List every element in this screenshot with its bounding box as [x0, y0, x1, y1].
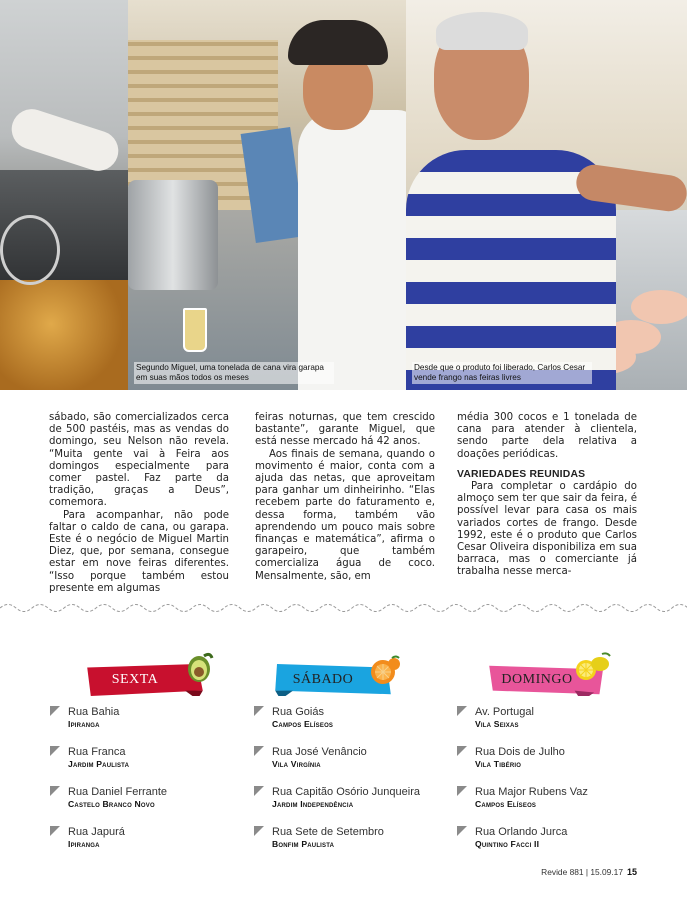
photo-strip	[0, 0, 687, 390]
list-item	[457, 746, 647, 786]
neighborhood-name: Campos Elíseos	[272, 719, 334, 729]
issue-info: Revide 881 | 15.09.17	[541, 867, 623, 877]
list-item	[457, 786, 647, 826]
day-label: DOMINGO	[501, 672, 573, 687]
street-name: Rua Sete de Setembro	[272, 826, 384, 838]
neighborhood-name: Vila Seixas	[475, 719, 519, 729]
list-item	[50, 706, 240, 746]
photo-carlos-chicken	[406, 0, 687, 390]
photo-miguel-sugarcane	[128, 0, 406, 390]
triangle-bullet-icon	[50, 786, 60, 796]
photo-caption-miguel: Segundo Miguel, uma tonelada de cana vira garapa em suas mãos todos os meses	[134, 362, 334, 384]
article-paragraph: sábado, são comercializados cerca de 500 pastéis, mas as vendas do domingo, seu Nelson não revela. “Muita gente vai à Feira aos domingos especialmente para comer pastel. Faz parte da tradição, graças a Deus”, comemora.	[49, 412, 229, 509]
street-name: Rua Japurá	[68, 826, 125, 838]
article-paragraph: Para completar o cardápio do almoço sem ter que sair da feira, é possível levar para casa os mais variados cortes de frango. Desde 1992, este é o produto que Carlos Cesar Oliveira disponibiliza em sua barraca, mas o comerciante já trabalha nesse merca-	[457, 481, 637, 578]
neighborhood-name: Campos Elíseos	[475, 799, 537, 809]
neighborhood-name: Bonfim Paulista	[272, 839, 335, 849]
list-item	[254, 746, 444, 786]
neighborhood-name: Quintino Facci II	[475, 839, 540, 849]
article-paragraph: Para acompanhar, não pode faltar o caldo de cana, ou garapa. Este é o negócio de Miguel Martin Diez, que, por semana, consegue estar em nove feiras diferentes. “Isso porque também estou presente em algumas	[49, 509, 229, 594]
triangle-bullet-icon	[457, 746, 467, 756]
article-paragraph: Aos finais de semana, quando o movimento é maior, conta com a ajuda das netas, que aproveitam para ganhar um dinheirinho. “Elas recebem parte do faturamento e, dessa forma, também vão aprendendo um pouco mais sobre finanças e matemática”, afirma o garapeiro, que também comercializa água de coco. Mensalmente, são, em	[255, 448, 435, 582]
street-name: Rua Capitão Osório Junqueira	[272, 786, 420, 798]
section-subhead: VARIEDADES REUNIDAS	[457, 468, 586, 480]
list-item	[50, 826, 240, 866]
neighborhood-name: Ipiranga	[68, 719, 100, 729]
street-name: Rua Goiás	[272, 706, 324, 718]
street-name: Av. Portugal	[475, 706, 534, 718]
neighborhood-name: Jardim Independência	[272, 799, 354, 809]
triangle-bullet-icon	[254, 786, 264, 796]
list-item	[254, 826, 444, 866]
triangle-bullet-icon	[254, 706, 264, 716]
list-item	[50, 746, 240, 786]
list-item	[254, 706, 444, 746]
triangle-bullet-icon	[457, 826, 467, 836]
day-label: SEXTA	[111, 672, 159, 687]
street-name: Rua José Venâncio	[272, 746, 367, 758]
triangle-bullet-icon	[254, 826, 264, 836]
page-footer	[541, 867, 637, 877]
list-item	[254, 786, 444, 826]
street-name: Rua Major Rubens Vaz	[475, 786, 588, 798]
street-name: Rua Franca	[68, 746, 126, 758]
triangle-bullet-icon	[50, 826, 60, 836]
article-column-2	[255, 412, 435, 583]
neighborhood-name: Vila Tibério	[475, 759, 522, 769]
photo-caption-carlos: Desde que o produto foi liberado, Carlos Cesar vende frango nas feiras livres	[412, 362, 592, 384]
street-name: Rua Bahia	[68, 706, 120, 718]
page-number: 15	[626, 867, 637, 877]
article-paragraph: feiras noturnas, que tem crescido bastante”, garante Miguel, que está nesse mercado há 42 anos.	[255, 412, 435, 448]
article-column-3	[457, 412, 637, 579]
neighborhood-name: Castelo Branco Novo	[68, 799, 155, 809]
photo-pastel-fryer	[0, 0, 128, 390]
triangle-bullet-icon	[254, 746, 264, 756]
neighborhood-name: Vila Virgínia	[272, 759, 321, 769]
triangle-bullet-icon	[457, 786, 467, 796]
fair-list-sabado	[254, 706, 444, 866]
avocado-icon	[182, 650, 216, 684]
article-column-1	[49, 412, 229, 595]
list-item	[457, 826, 647, 866]
street-name: Rua Orlando Jurca	[475, 826, 568, 838]
day-label: SÁBADO	[292, 672, 354, 687]
neighborhood-name: Jardim Paulista	[68, 759, 130, 769]
triangle-bullet-icon	[457, 706, 467, 716]
wavy-divider	[0, 598, 687, 618]
triangle-bullet-icon	[50, 746, 60, 756]
orange-icon	[368, 654, 402, 688]
fair-list-domingo	[457, 706, 647, 866]
lemon-icon	[572, 650, 612, 684]
article-paragraph: média 300 cocos e 1 tonelada de cana para atender à clientela, sendo parte dela relativa a doações periódicas.	[457, 412, 637, 460]
fair-list-sexta	[50, 706, 240, 866]
list-item	[50, 786, 240, 826]
street-name: Rua Daniel Ferrante	[68, 786, 168, 798]
street-name: Rua Dois de Julho	[475, 746, 565, 758]
triangle-bullet-icon	[50, 706, 60, 716]
neighborhood-name: Ipiranga	[68, 839, 100, 849]
list-item	[457, 706, 647, 746]
